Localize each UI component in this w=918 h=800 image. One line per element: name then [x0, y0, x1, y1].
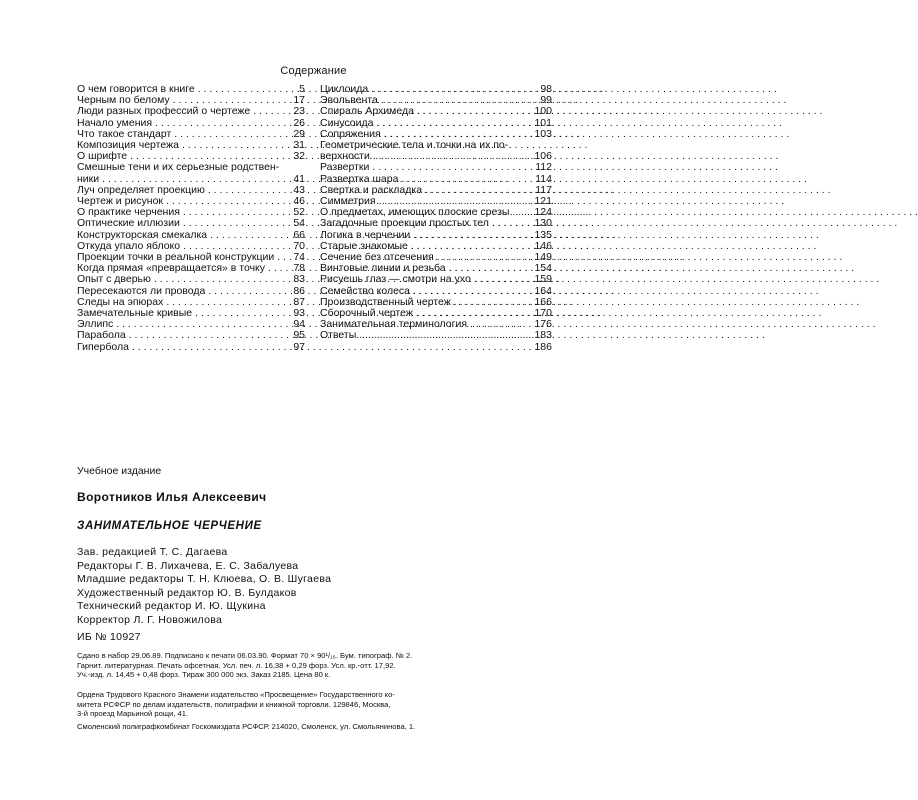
toc-entry-page: 112 — [535, 161, 552, 174]
toc-entry-page: 23 — [293, 105, 305, 118]
toc-entry — [320, 106, 552, 117]
toc-entry-title: Развертки — [320, 161, 370, 174]
toc-entry-title: Винтовые линии и резьба — [320, 262, 446, 275]
toc-entry-page: 103 — [534, 127, 552, 140]
toc-entry-title: Композиция чертежа — [77, 139, 179, 152]
toc-leader-dots — [151, 274, 293, 285]
editorial-staff — [77, 546, 557, 628]
toc-entry-page: 17 — [293, 94, 305, 107]
toc-entry-page: 130 — [534, 217, 552, 230]
toc-entry-title: Семейство колеса — [320, 284, 410, 297]
toc-entry-title: Занимательная терминология — [320, 318, 468, 331]
toc-entry-page: 117 — [535, 183, 552, 196]
toc-entry-title: Откуда упало яблоко — [77, 239, 181, 252]
publisher-info — [77, 690, 557, 719]
print-line: Сдано в набор 29.06.89. Подписано к печати 06.03.90. Формат 70 × 90¹/₁₆. Бум. типограф. № 2. — [77, 651, 413, 660]
print-line: Уч.-изд. л. 14,45 + 0,48 форз. Тираж 300 000 экз. Заказ 2185. Цена 80 к. — [77, 670, 331, 680]
staff-line: Зав. редакцией Т. С. Дагаева — [77, 546, 228, 558]
toc-entry-page: 146 — [534, 239, 552, 252]
toc-entry-title: О шрифте — [77, 150, 128, 163]
toc-leader-dots — [414, 106, 535, 117]
toc-entry-page: 164 — [534, 284, 552, 297]
toc-entry-title: Производственный чертеж — [320, 295, 451, 308]
printer-info: Смоленский полиграфкомбинат Госкомиздата РСФСР. 214020, Смоленск, ул. Смольянинова, 1. — [77, 722, 416, 731]
toc-leader-dots — [471, 274, 535, 285]
staff-line: Редакторы Г. В. Лихачева, Е. С. Забалуева — [77, 559, 299, 572]
toc-entry-page: 183 — [534, 329, 552, 342]
toc-entry-title: Спираль Архимеда — [320, 105, 414, 118]
toc-entry-title: Люди разных профессий о чертеже — [77, 105, 251, 118]
toc-entry-title: Загадочные проекции простых тел — [320, 217, 489, 230]
toc-entry-page: 32 — [293, 150, 305, 163]
toc-entry-page: 101 — [534, 116, 552, 129]
toc-leader-dots — [356, 330, 534, 341]
toc-entry-page: 170 — [534, 307, 552, 320]
toc-entry-title: Рисуешь глаз — смотри на ухо — [320, 273, 471, 286]
toc-leader-dots — [129, 342, 293, 353]
toc-entry-page: 100 — [534, 105, 552, 118]
toc-entry — [77, 106, 305, 117]
toc-entry — [77, 330, 305, 341]
toc-entry-title: Конструкторская смекалка — [77, 228, 208, 241]
toc-entry-title: Проекции точки в реальной конструкции — [77, 251, 275, 264]
toc-entry-title: Сборочный чертеж — [320, 307, 413, 320]
toc-entry-title: Эллипс — [77, 318, 114, 331]
toc-entry-title: Луч определяет проекцию — [77, 183, 205, 196]
toc-entry-page: 70 — [293, 239, 305, 252]
author-name: Воротников Илья Алексеевич — [77, 490, 267, 504]
toc-entry-page: 43 — [293, 183, 305, 196]
toc-entry — [77, 162, 305, 184]
toc-entry-page: 106 — [534, 150, 552, 163]
toc-entry-page: 78 — [293, 262, 305, 275]
toc-entry-title: Сопряжения — [320, 127, 381, 140]
toc-entry-title: Эвольвента — [320, 94, 378, 107]
toc-entry-page: 176 — [534, 318, 552, 331]
toc-entry-title: Синусоида — [320, 116, 374, 129]
toc-entry-page: 66 — [293, 228, 305, 241]
toc-entry-title: Ответы — [320, 329, 357, 342]
toc-entry — [77, 218, 305, 229]
toc-entry-page: 93 — [293, 307, 305, 320]
toc-entry-title: Свертка и раскладка — [320, 183, 423, 196]
toc-entry-title: Опыт с дверью — [77, 273, 151, 286]
toc-entry-page: 166 — [534, 295, 552, 308]
toc-entry — [77, 274, 305, 285]
toc-leader-dots — [250, 106, 293, 117]
toc-entry-title: Чертеж и рисунок — [77, 195, 164, 208]
toc-entry-page: 41 — [293, 172, 305, 185]
toc-entry — [320, 218, 552, 229]
toc-leader-dots — [180, 218, 293, 229]
toc-entry-page: 135 — [534, 228, 552, 241]
toc-entry-title: Старые знакомые — [320, 239, 408, 252]
staff-line: Художественный редактор Ю. В. Булдаков — [77, 586, 297, 599]
toc-leader-dots — [489, 218, 535, 229]
toc-entry-page: 149 — [534, 251, 552, 264]
toc-heading: Содержание — [280, 65, 347, 77]
toc-entry-title: Замечательные кривые — [77, 307, 193, 320]
toc-entry-page: 121 — [534, 195, 552, 208]
toc-entry — [320, 162, 552, 173]
toc-entry-page: 98 — [540, 83, 552, 95]
publisher-line: Ордена Трудового Красного Знамени издательство «Просвещение» Государственного ко- — [77, 690, 395, 699]
ib-number: ИБ № 10927 — [77, 631, 141, 643]
toc-entry-page: 94 — [293, 318, 305, 331]
toc-entry-page: 31 — [293, 139, 305, 152]
toc-entry-page: 99 — [540, 94, 552, 107]
toc-entry-page: 186 — [534, 340, 552, 353]
toc-entry-title: Смешные тени и их серьезные родствен- — [77, 161, 280, 174]
toc-entry-title: верхности — [320, 150, 370, 163]
toc-entry-title: ники — [77, 172, 100, 185]
toc-entry-page: 74 — [293, 251, 305, 264]
toc-leader-dots — [126, 330, 294, 341]
toc-column-right — [320, 84, 552, 353]
toc-entry-title: Следы на эпюрах — [77, 295, 164, 308]
toc-entry-page: 114 — [535, 172, 552, 185]
toc-entry-title: Оптические иллюзии — [77, 217, 180, 230]
toc-entry — [77, 342, 305, 353]
toc-entry-title: Геометрические тела и точки на их по- — [320, 139, 509, 152]
toc-entry-page: 159 — [534, 273, 552, 286]
toc-entry-title: Пересекаются ли провода — [77, 284, 206, 297]
toc-leader-dots — [369, 162, 535, 173]
print-details — [77, 651, 557, 680]
toc-entry-page: 95 — [293, 329, 305, 342]
toc-entry — [320, 342, 552, 353]
toc-entry-title: Парабола — [77, 329, 126, 342]
toc-entry-page: 29 — [293, 127, 305, 140]
publisher-line: 3-й проезд Марьиной рощи, 41. — [77, 709, 189, 719]
toc-entry-title: Что такое стандарт — [77, 127, 172, 140]
toc-entry-page: 52 — [293, 206, 305, 219]
toc-entry — [320, 140, 552, 162]
staff-line: Младшие редакторы Т. Н. Клюева, О. В. Шугаева — [77, 573, 332, 586]
toc-entry — [320, 330, 552, 341]
toc-entry-page: 97 — [293, 340, 305, 353]
toc-entry-title: Когда прямая «превращается» в точку — [77, 262, 265, 275]
toc-entry-page: 87 — [293, 295, 305, 308]
staff-line: Корректор Л. Г. Новожилова — [77, 613, 223, 626]
edition-type: Учебное издание — [77, 465, 162, 477]
toc-entry-page: 26 — [293, 116, 305, 129]
toc-entry-page: 5 — [299, 83, 305, 95]
toc-entry-page: 83 — [293, 273, 305, 286]
staff-line: Технический редактор И. Ю. Щукина — [77, 600, 266, 613]
toc-entry-title: Начало умения — [77, 116, 153, 129]
publisher-line: митета РСФСР по делам издательств, полиграфии и книжной торговли. 129846, Москва, — [77, 699, 391, 709]
toc-entry-title: Гипербола — [77, 340, 129, 353]
toc-entry-title: Логика в черчении — [320, 228, 411, 241]
book-title: ЗАНИМАТЕЛЬНОЕ ЧЕРЧЕНИЕ — [77, 520, 262, 532]
toc-entry-title: Симметрия — [320, 195, 376, 208]
toc-entry-page: 86 — [293, 284, 305, 297]
toc-entry-page: 46 — [293, 195, 305, 208]
print-line: Гарнит. литературная. Печать офсетная. Усл. печ. л. 16,38 + 0,29 форз. Усл. кр.-отт. 17,92. — [77, 660, 396, 670]
toc-entry-title: Сечение без отсечения — [320, 251, 434, 264]
toc-entry-title: О чем говорится в книге — [77, 83, 195, 95]
toc-entry-title: О практике черчения — [77, 206, 180, 219]
toc-entry-title: Развертка шара — [320, 172, 399, 185]
toc-entry-title: Черным по белому — [77, 94, 170, 107]
toc-entry-page: 154 — [534, 262, 552, 275]
toc-entry-page: 54 — [293, 217, 305, 230]
toc-column-left — [77, 84, 305, 353]
toc-entry — [320, 274, 552, 285]
toc-entry-page: 124 — [534, 206, 552, 219]
toc-entry-title: Циклоида — [320, 83, 369, 95]
toc-entry-title: О предметах, имеющих плоские срезы — [320, 206, 510, 219]
